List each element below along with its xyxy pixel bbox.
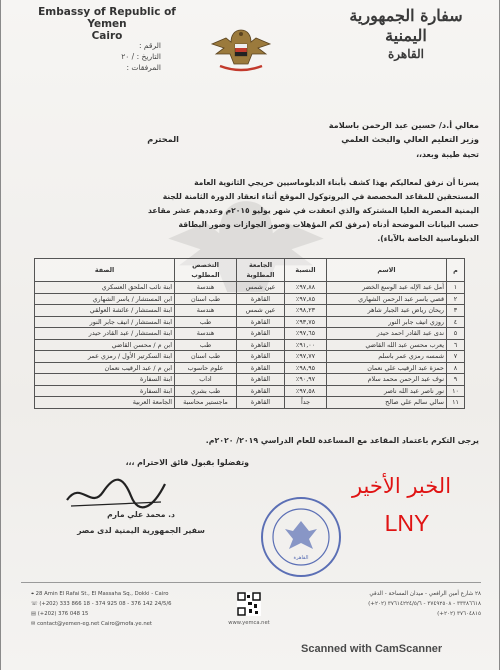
cell-index: ٧ — [447, 351, 465, 363]
cell-university: القاهرة — [237, 385, 285, 397]
cell-university: القاهرة — [237, 328, 285, 340]
cell-relation: ابنة السفارة — [35, 374, 175, 386]
table-row — [35, 282, 465, 294]
cell-percentage: ٩٠,٩٧٪ — [285, 374, 327, 386]
body-line-2: المستحقين للمقاعد المخصصة في البروتوكول الموقع أثناء انعقاد الدورة الثامنة للجنة — [162, 192, 479, 201]
cell-percentage: ٩١,٠٠٪ — [285, 339, 327, 351]
cell-percentage: ٩٨,٢٣٪ — [285, 305, 327, 317]
recipient-title: وزير التعليم العالي والبحث العلمي — [341, 134, 479, 144]
cell-index: ٩ — [447, 374, 465, 386]
cell-index: ٦ — [447, 339, 465, 351]
body-line-3: اليمنية المصرية العليا المشتركة والذي انعقدت في شهر يوليو ٢٠١٥م وعددهم عشر مقاعد — [148, 206, 479, 215]
header-name: الاسم — [327, 259, 447, 282]
qr-url: www.yemca.net — [228, 620, 270, 626]
cell-specialization: طب — [175, 316, 237, 328]
body-line-4: حسب البيانات الموضحة أدناه (مرفق لكم المؤهلات وصور الجوازات وصور البطاقة — [178, 220, 479, 229]
cell-relation: الجامعة العربية — [35, 397, 175, 409]
table-row — [35, 293, 465, 305]
signer-name: د. محمد علي مارم — [107, 510, 175, 519]
footer-address-ar: ٢٨ شارع أمين الرافعي - ميدان المساحة - الدقي — [369, 591, 481, 597]
cell-specialization: طب بشري — [175, 385, 237, 397]
cell-name: قصي ياسر عبد الرحمن الشهاري — [327, 293, 447, 305]
cell-university: القاهرة — [237, 316, 285, 328]
embassy-name-en: Embassy of Republic of Yemen — [38, 6, 176, 30]
closing-respects: وتفضلوا بقبول فائق الاحترام ،،، — [125, 458, 249, 467]
table-row — [35, 351, 465, 363]
cell-name: ريحان رياض عبد الجبار شاهر — [327, 305, 447, 317]
table-row — [35, 305, 465, 317]
cell-percentage: ٩٧,٥٨٪ — [285, 385, 327, 397]
students-table — [34, 258, 465, 409]
ref-number-label: الرقم : — [139, 41, 161, 50]
cell-university: عين شمس — [237, 282, 285, 294]
cell-university: القاهرة — [237, 293, 285, 305]
yemen-eagle-emblem-icon — [206, 24, 276, 80]
embassy-name-ar: سفارة الجمهورية اليمنية — [349, 6, 463, 45]
cell-index: ٥ — [447, 328, 465, 340]
signature-scribble — [61, 470, 171, 515]
cell-relation: ابن م / عبد الرقيب نعمان — [35, 362, 175, 374]
header-index: م — [447, 259, 465, 282]
cell-specialization: هندسة — [175, 282, 237, 294]
cell-name: أمل عبد الإله عبد الوسع الخضر — [327, 282, 447, 294]
ref-date-label: التاريخ : — [136, 52, 161, 61]
cell-university: عين شمس — [237, 305, 285, 317]
cell-relation: ابنة المستشار / عبد القادر حيدر — [35, 328, 175, 340]
cell-name: يعرب محسن عبد الله القاضي — [327, 339, 447, 351]
cell-percentage: ٩٧,٧٧٪ — [285, 351, 327, 363]
cell-name: ندى عبد القادر احمد حيدر — [327, 328, 447, 340]
cell-university: القاهرة — [237, 374, 285, 386]
cell-specialization: علوم حاسوب — [175, 362, 237, 374]
cell-specialization: طب — [175, 339, 237, 351]
cell-index: ٤ — [447, 316, 465, 328]
cell-relation: ابنة السفارة — [35, 385, 175, 397]
qr-code-icon — [237, 592, 261, 616]
cell-name: نور ناصر عبد الله ناصر — [327, 385, 447, 397]
embassy-header-en — [37, 6, 177, 42]
cell-index: ٢ — [447, 293, 465, 305]
cell-index: ١١ — [447, 397, 465, 409]
cell-specialization: هندسة — [175, 305, 237, 317]
footer-ar — [301, 589, 481, 619]
footer-en — [31, 589, 211, 629]
footer-phones-ar: ٣٣٣٨٦٦١٨ - ٣٧٤٩٢٥٠٨ - ٣٧٦١٤٢٢٤/٥/٦ (٢٠٢+) — [368, 601, 481, 607]
footer-address-en: ⌖ 28 Amin El Rafai St., El Massaha Sq., Dokki - Cairo — [31, 591, 169, 597]
cell-index: ٨ — [447, 362, 465, 374]
cell-percentage: ٩٣,٧٥٪ — [285, 316, 327, 328]
table-row — [35, 397, 465, 409]
table-body — [35, 282, 465, 409]
embassy-city-en: Cairo — [91, 30, 123, 42]
recipient-name: معالي أ.د/ حسين عبد الرحمن باسلامة — [328, 120, 479, 130]
closing-request: يرجى التكرم باعتماد المقاعد مع المساعدة للعام الدراسي ٢٠١٩/ ٢٠٢٠م. — [205, 436, 479, 445]
stamp-text: القاهرة — [293, 555, 309, 561]
greeting: تحية طيبة وبعد،، — [416, 150, 479, 159]
cell-university: القاهرة — [237, 351, 285, 363]
table-header-row — [35, 259, 465, 282]
cell-name: نوف عبد الرحمن محمد سلام — [327, 374, 447, 386]
header-relation: الصفة — [35, 259, 175, 282]
header-specialization: التخصص المطلوب — [175, 259, 237, 282]
body-line-5: الدبلوماسية الخاصة بالآباء). — [377, 234, 479, 243]
table-row — [35, 362, 465, 374]
cell-relation: ابنة نائب الملحق العسكري — [35, 282, 175, 294]
cell-relation: ابنة المستشار / عائشة العولقي — [35, 305, 175, 317]
cell-name: روزي انيف جابر النور — [327, 316, 447, 328]
signer-title: سفير الجمهورية اليمنية لدى مصر — [77, 526, 205, 535]
cell-percentage: ٩٧,٨٥٪ — [285, 293, 327, 305]
embassy-city-ar: القاهرة — [388, 47, 424, 61]
cell-name: حمزة عبد الرقيب علي نعمان — [327, 362, 447, 374]
reference-block — [71, 40, 161, 73]
embassy-stamp-seal — [259, 495, 343, 579]
cell-index: ١٠ — [447, 385, 465, 397]
cell-specialization: ماجستير محاسبة — [175, 397, 237, 409]
header-university: الجامعة المطلوبة — [237, 259, 285, 282]
cell-index: ١ — [447, 282, 465, 294]
cell-percentage: ٩٨,٩٥٪ — [285, 362, 327, 374]
fax-icon: ▤ — [31, 611, 37, 617]
table-row — [35, 385, 465, 397]
embassy-header-ar — [331, 6, 481, 62]
cell-university: القاهرة — [237, 339, 285, 351]
cell-university: القاهرة — [237, 397, 285, 409]
scanner-watermark: Scanned with CamScanner — [301, 643, 443, 655]
cell-relation: ابنة السكرتير الأول / رمزي عمر — [35, 351, 175, 363]
table-row — [35, 374, 465, 386]
table-row — [35, 328, 465, 340]
cell-percentage: ٩٧,٦٥٪ — [285, 328, 327, 340]
cell-relation: ابن المستشار / ياسر الشهاري — [35, 293, 175, 305]
cell-name: شمسه رمزي عمر باسلم — [327, 351, 447, 363]
footer-fax-ar: ٣٧٦٠٤٨١٥ (٢٠٢+) — [437, 611, 481, 617]
cell-specialization: هندسة — [175, 328, 237, 340]
cell-specialization: طب اسنان — [175, 293, 237, 305]
footer-fax-en: ▤ (+202) 376 048 15 — [31, 611, 89, 617]
footer-divider — [21, 582, 481, 583]
cell-specialization: اداب — [175, 374, 237, 386]
cell-percentage: ٩٧,٨٨٪ — [285, 282, 327, 294]
cell-index: ٣ — [447, 305, 465, 317]
body-line-1: يسرنا أن نرفق لمعاليكم بهذا كشف بأبناء الدبلوماسيين خريجي الثانوية العامة — [194, 178, 479, 187]
cell-name: سالي سالم علي صالح — [327, 397, 447, 409]
ref-attachments-label: المرفقات : — [126, 63, 161, 72]
table-row — [35, 316, 465, 328]
location-icon: ⌖ — [31, 591, 34, 597]
cell-relation: ابنة المستشار / انيف جابر النور — [35, 316, 175, 328]
cell-university: القاهرة — [237, 362, 285, 374]
email-icon: ✉ — [31, 621, 36, 627]
news-overlay-label: الخبر الأخير — [351, 474, 452, 498]
header-percentage: النسبة — [285, 259, 327, 282]
recipient-honorific: المحترم — [147, 134, 179, 144]
table-row — [35, 339, 465, 351]
footer-email-en: ✉ contact@yemen-eg.net Cairo@mofa.ye.net — [31, 621, 153, 627]
cell-specialization: طب اسنان — [175, 351, 237, 363]
brand-overlay-label: LNY — [384, 510, 430, 536]
cell-relation: ابن م / محسن القاضي — [35, 339, 175, 351]
cell-percentage: جداً — [285, 397, 327, 409]
footer-phones-en: ☏ (+202) 333 866 18 - 374 925 08 - 376 142 24/5/6 — [31, 601, 172, 607]
phone-icon: ☏ — [31, 601, 38, 607]
ref-date-value: / ٢٠ — [121, 52, 135, 61]
